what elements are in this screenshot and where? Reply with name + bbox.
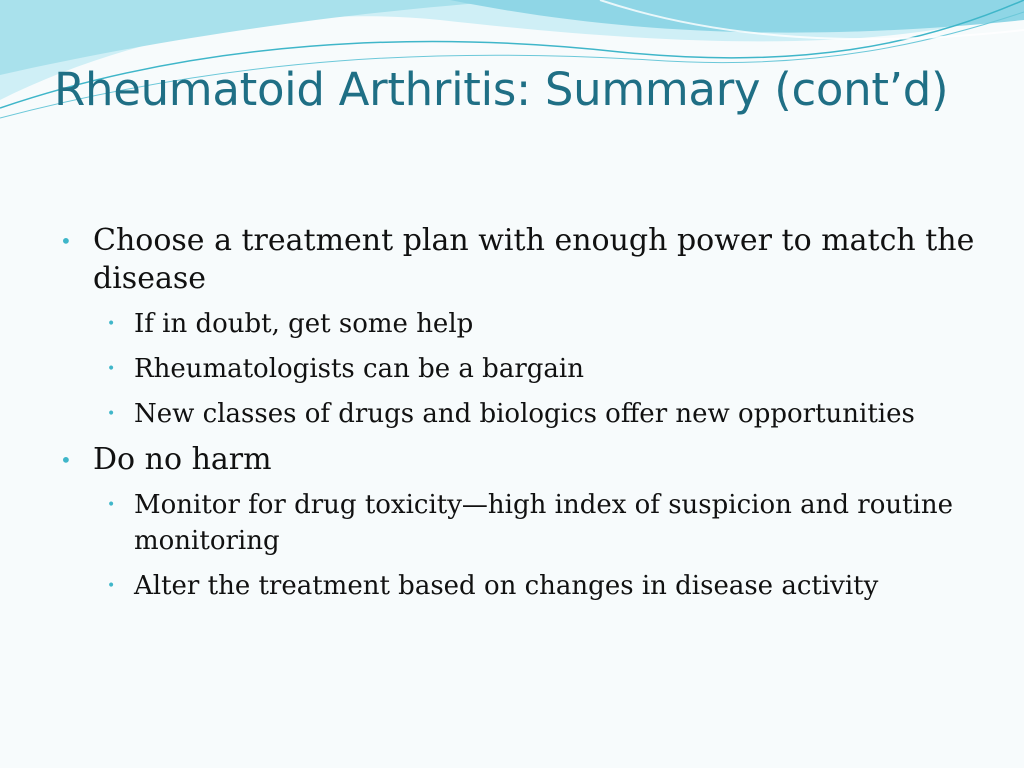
sub-bullet-dot-icon: • [107, 497, 116, 513]
sub-bullet-text: Monitor for drug toxicity—high index of suspicion and routine monitoring [134, 490, 953, 556]
sub-bullet-list [93, 306, 980, 432]
bullet-item [60, 441, 980, 604]
bullet-text: Do no harm [93, 442, 272, 477]
sub-bullet-text: Alter the treatment based on changes in disease activity [134, 571, 879, 601]
sub-bullet-item [93, 568, 980, 604]
bullet-item [60, 222, 980, 432]
bullet-list [60, 220, 980, 613]
sub-bullet-item [93, 396, 980, 432]
sub-bullet-item [93, 351, 980, 387]
bullet-text: Choose a treatment plan with enough power to match the disease [93, 223, 975, 296]
sub-bullet-dot-icon: • [107, 406, 116, 422]
sub-bullet-item [93, 487, 980, 559]
bullet-dot-icon: • [60, 229, 72, 253]
sub-bullet-text: New classes of drugs and biologics offer new opportunities [134, 399, 915, 429]
sub-bullet-dot-icon: • [107, 316, 116, 332]
sub-bullet-dot-icon: • [107, 361, 116, 377]
sub-bullet-list [93, 487, 980, 604]
sub-bullet-text: Rheumatologists can be a bargain [134, 354, 584, 384]
sub-bullet-item [93, 306, 980, 342]
sub-bullet-dot-icon: • [107, 578, 116, 594]
bullet-dot-icon: • [60, 448, 72, 472]
sub-bullet-text: If in doubt, get some help [134, 309, 474, 339]
slide-title: Rheumatoid Arthritis: Summary (cont’d) [54, 63, 949, 116]
